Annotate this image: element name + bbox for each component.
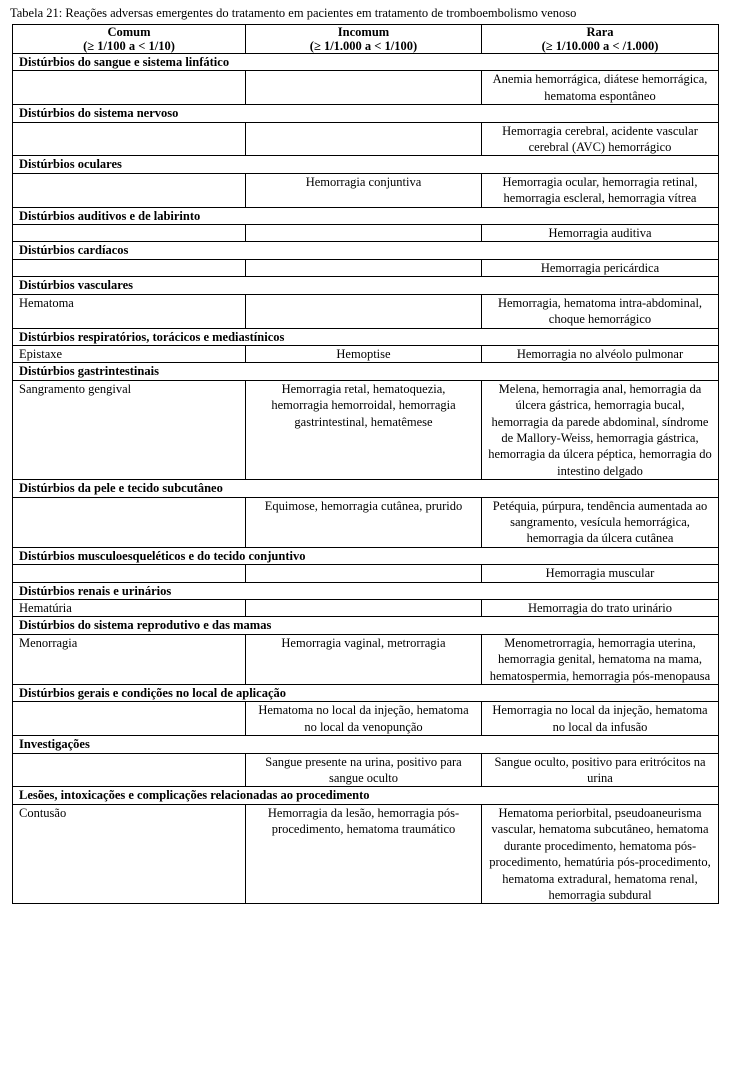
cell-uncommon: Hemoptise (246, 345, 482, 362)
cell-rare: Hemorragia auditiva (482, 225, 719, 242)
category-row (13, 54, 719, 71)
cell-uncommon (246, 565, 482, 582)
category-title: Distúrbios auditivos e de labirinto (13, 207, 719, 224)
cell-common (13, 122, 246, 156)
table-row (13, 345, 719, 362)
table-row (13, 565, 719, 582)
category-row (13, 156, 719, 173)
header-common-label: Comum (107, 25, 151, 39)
category-title: Investigações (13, 736, 719, 753)
cell-common (13, 497, 246, 547)
cell-common: Hematúria (13, 600, 246, 617)
category-row (13, 242, 719, 259)
category-title: Distúrbios da pele e tecido subcutâneo (13, 480, 719, 497)
cell-rare: Hemorragia cerebral, acidente vascular cerebral (AVC) hemorrágico (482, 122, 719, 156)
cell-rare: Hemorragia do trato urinário (482, 600, 719, 617)
header-rare (482, 25, 719, 54)
cell-rare: Hemorragia muscular (482, 565, 719, 582)
cell-uncommon: Hemorragia vaginal, metrorragia (246, 634, 482, 684)
cell-rare: Anemia hemorrágica, diátese hemorrágica, hematoma espontâneo (482, 71, 719, 105)
table-row (13, 753, 719, 787)
cell-common: Contusão (13, 804, 246, 903)
table-row (13, 702, 719, 736)
category-title: Distúrbios do sistema nervoso (13, 105, 719, 122)
category-row (13, 480, 719, 497)
header-uncommon-frequency: (≥ 1/1.000 a < 1/100) (309, 39, 418, 53)
table-row (13, 804, 719, 903)
cell-uncommon: Hemorragia conjuntiva (246, 173, 482, 207)
category-row (13, 617, 719, 634)
header-rare-frequency: (≥ 1/10.000 a < /1.000) (541, 39, 659, 53)
cell-common (13, 565, 246, 582)
cell-common (13, 753, 246, 787)
category-title: Distúrbios respiratórios, torácicos e mediastínicos (13, 328, 719, 345)
table-row (13, 71, 719, 105)
cell-uncommon (246, 225, 482, 242)
cell-uncommon (246, 259, 482, 276)
cell-rare: Menometrorragia, hemorragia uterina, hemorragia genital, hematoma na mama, hematospermia, hemorragia pós-menopausa (482, 634, 719, 684)
cell-common: Epistaxe (13, 345, 246, 362)
category-title: Distúrbios cardíacos (13, 242, 719, 259)
category-row (13, 685, 719, 702)
category-row (13, 787, 719, 804)
cell-rare: Hemorragia no local da injeção, hematoma no local da infusão (482, 702, 719, 736)
header-common (13, 25, 246, 54)
header-rare-label: Rara (586, 25, 614, 39)
cell-rare: Melena, hemorragia anal, hemorragia da úlcera gástrica, hemorragia bucal, hemorragia da parede abdominal, síndrome de Mallory-Weiss, hemorragia gástrica, hemorragia da úlcera péptica, hemorragia do intestino delgado (482, 380, 719, 479)
table-row (13, 294, 719, 328)
table-row (13, 173, 719, 207)
table-caption: Tabela 21: Reações adversas emergentes do tratamento em pacientes em tratamento de tromboembolismo venoso (10, 6, 577, 20)
cell-uncommon: Equimose, hemorragia cutânea, prurido (246, 497, 482, 547)
category-title: Lesões, intoxicações e complicações relacionadas ao procedimento (13, 787, 719, 804)
cell-rare: Petéquia, púrpura, tendência aumentada ao sangramento, vesícula hemorrágica, hemorragia da úlcera cutânea (482, 497, 719, 547)
category-title: Distúrbios gerais e condições no local de aplicação (13, 685, 719, 702)
cell-common (13, 259, 246, 276)
table-row (13, 497, 719, 547)
cell-rare: Hemorragia no alvéolo pulmonar (482, 345, 719, 362)
cell-common (13, 71, 246, 105)
category-title: Distúrbios oculares (13, 156, 719, 173)
cell-rare: Sangue oculto, positivo para eritrócitos na urina (482, 753, 719, 787)
category-row (13, 277, 719, 294)
cell-uncommon (246, 294, 482, 328)
category-row (13, 328, 719, 345)
table-row (13, 122, 719, 156)
cell-uncommon (246, 600, 482, 617)
table-row (13, 634, 719, 684)
cell-rare: Hemorragia ocular, hemorragia retinal, hemorragia escleral, hemorragia vítrea (482, 173, 719, 207)
category-row (13, 547, 719, 564)
table-row (13, 600, 719, 617)
cell-rare: Hematoma periorbital, pseudoaneurisma vascular, hematoma subcutâneo, hematoma durante procedimento, hematoma pós-procedimento, hematúria pós-procedimento, hematoma extradural, hematoma renal, hemorragia subdural (482, 804, 719, 903)
adverse-reactions-table (12, 24, 719, 904)
table-row (13, 225, 719, 242)
category-title: Distúrbios do sangue e sistema linfático (13, 54, 719, 71)
header-uncommon (246, 25, 482, 54)
cell-rare: Hemorragia, hematoma intra-abdominal, choque hemorrágico (482, 294, 719, 328)
category-title: Distúrbios vasculares (13, 277, 719, 294)
cell-uncommon: Hemorragia retal, hematoquezia, hemorragia hemorroidal, hemorragia gastrintestinal, hematêmese (246, 380, 482, 479)
category-row (13, 736, 719, 753)
table-header-row (13, 25, 719, 54)
header-uncommon-label: Incomum (337, 25, 390, 39)
cell-common: Hematoma (13, 294, 246, 328)
category-row (13, 363, 719, 380)
table-row (13, 380, 719, 479)
header-common-frequency: (≥ 1/100 a < 1/10) (83, 39, 175, 53)
cell-uncommon: Hemorragia da lesão, hemorragia pós-procedimento, hematoma traumático (246, 804, 482, 903)
cell-common (13, 702, 246, 736)
category-title: Distúrbios gastrintestinais (13, 363, 719, 380)
category-title: Distúrbios do sistema reprodutivo e das mamas (13, 617, 719, 634)
category-title: Distúrbios musculoesqueléticos e do tecido conjuntivo (13, 547, 719, 564)
cell-common (13, 225, 246, 242)
cell-uncommon (246, 71, 482, 105)
table-row (13, 259, 719, 276)
cell-uncommon (246, 122, 482, 156)
category-row (13, 207, 719, 224)
category-title: Distúrbios renais e urinários (13, 582, 719, 599)
cell-rare: Hemorragia pericárdica (482, 259, 719, 276)
cell-uncommon: Sangue presente na urina, positivo para sangue oculto (246, 753, 482, 787)
category-row (13, 582, 719, 599)
cell-common: Menorragia (13, 634, 246, 684)
cell-common: Sangramento gengival (13, 380, 246, 479)
category-row (13, 105, 719, 122)
cell-uncommon: Hematoma no local da injeção, hematoma no local da venopunção (246, 702, 482, 736)
cell-common (13, 173, 246, 207)
